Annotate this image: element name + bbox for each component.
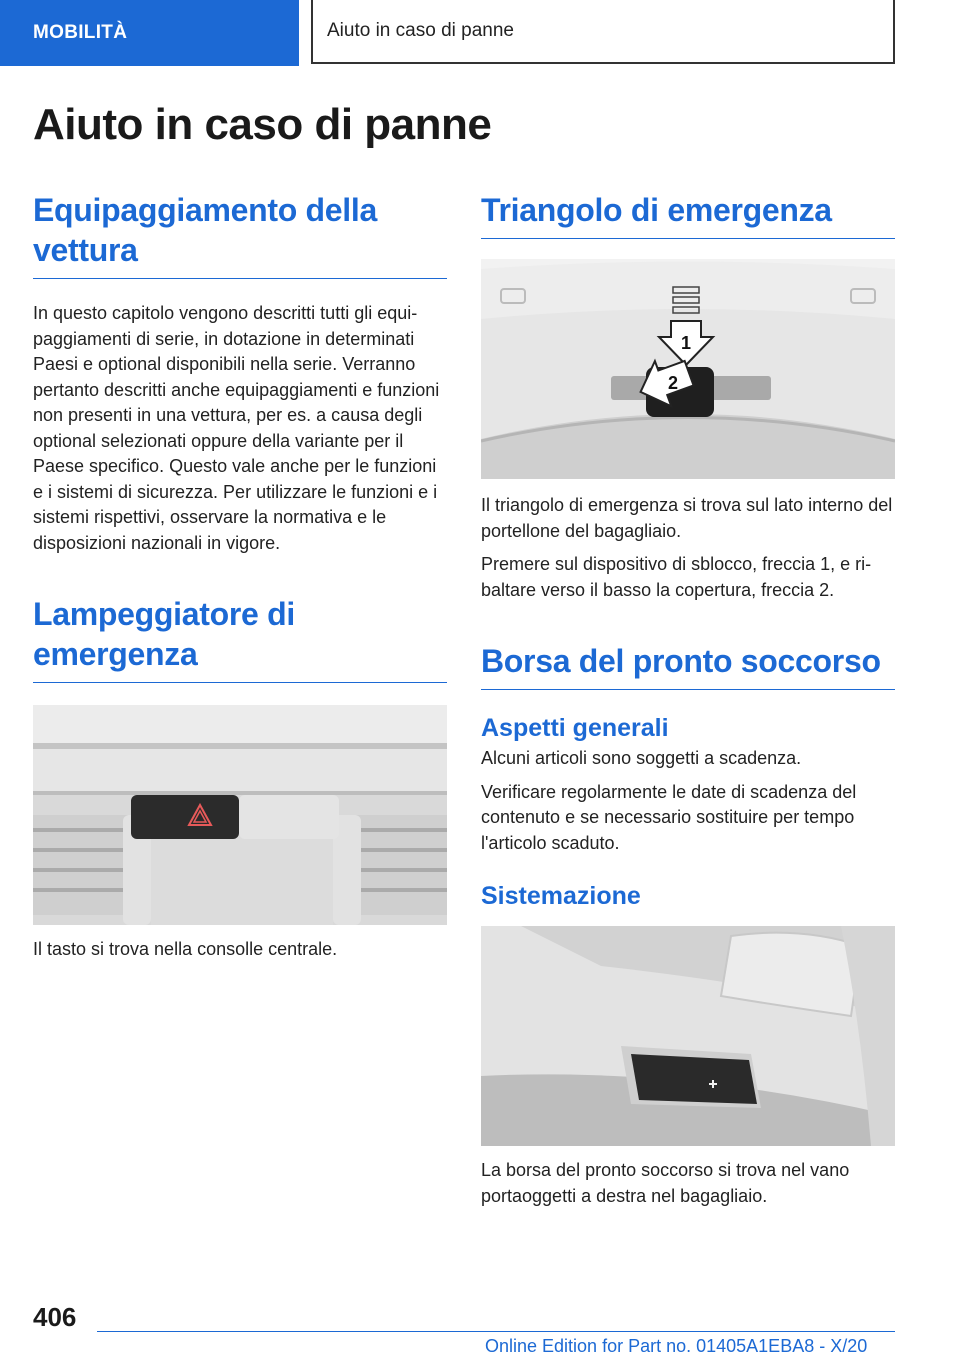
hazard-caption: Il tasto si trova nella consolle centrale.: [33, 939, 338, 959]
header-chapter-label: Aiuto in caso di panne: [327, 20, 514, 41]
section-title-hazard: Lampeggiatore di emergenza: [33, 594, 447, 683]
header-section-tab: [0, 0, 299, 66]
subsection-title-general: Aspetti generali: [481, 714, 669, 742]
footer-edition: Online Edition for Part no. 01405A1EBA8 - X/20: [485, 1336, 868, 1356]
page-number: 406: [33, 1302, 77, 1332]
first-aid-compartment-image: [481, 926, 895, 1146]
section-title-firstaid: Borsa del pronto soccorso: [481, 641, 895, 690]
arrow-2-label: 2: [667, 373, 679, 393]
footer-divider: [97, 1331, 895, 1332]
general-p2: Verificare regolarmente le date di scadenza del contenuto e se necessario sostituire per tempo l'articolo scaduto.: [481, 781, 857, 853]
warning-triangle-image: [481, 259, 895, 479]
hazard-switch-image: [33, 705, 447, 925]
triangle-p2: Premere sul dispositivo di sblocco, freccia 1, e ribaltare verso il basso la copertura, freccia 2.: [481, 554, 872, 600]
left-column: [33, 190, 447, 963]
general-p1: Alcuni articoli sono soggetti a scadenza.: [481, 748, 802, 768]
equipment-body: In questo capitolo vengono descritti tutti gli equipaggiamenti di serie, in dotazione in determinati Paesi e optional disponibili nella serie. Verranno pertanto descritti anche equipaggiamenti e funzioni non presenti in una vettura, per es. a causa degli optional selezionati oppure della variante per il Paese specifico. Questo vale anche per le funzioni e i sistemi di sicurezza. Per utilizzare le funzioni e i sistemi rispettivi, osservare la normativa e le disposizioni nazionali in vigore.: [33, 303, 440, 553]
section-title-triangle: Triangolo di emergenza: [481, 190, 895, 239]
header-chapter-box: [311, 0, 895, 64]
header-section-label: MOBILITÀ: [33, 22, 128, 43]
section-title-equipment: Equipaggiamento della vettura: [33, 190, 447, 279]
right-column: [481, 190, 895, 1209]
subsection-title-placement: Sistemazione: [481, 882, 641, 910]
placement-caption: La borsa del pronto soccorso si trova nel vano portaoggetti a destra nel bagagliaio.: [481, 1160, 850, 1206]
arrow-1-label: 1: [680, 333, 692, 353]
triangle-p1: Il triangolo di emergenza si trova sul lato interno del portellone del bagagliaio.: [481, 495, 893, 541]
page-title: Aiuto in caso di panne: [33, 100, 492, 149]
